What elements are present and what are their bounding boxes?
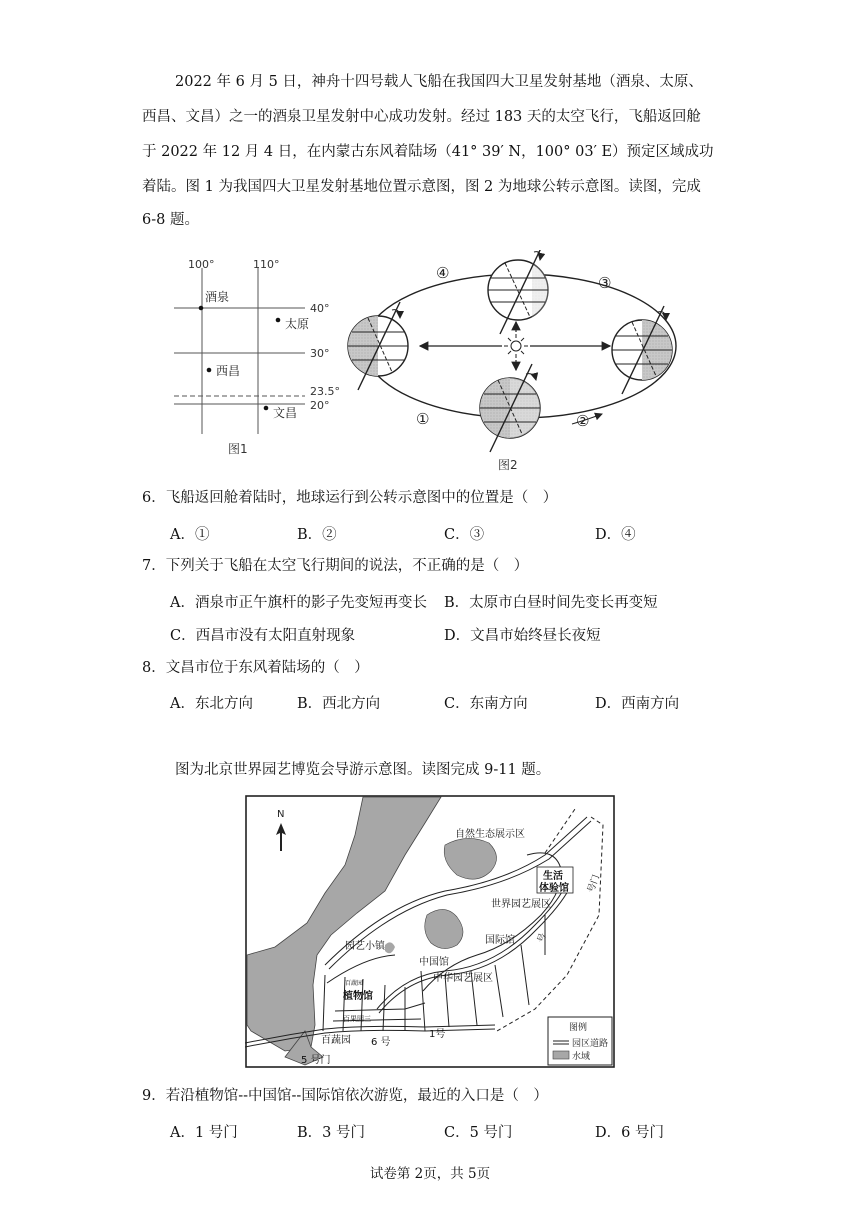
intro-line-4: 着陆。图 1 为我国四大卫星发射基地位置示意图，图 2 为地球公转示意图。读图，完成 xyxy=(142,179,701,195)
lon-100-label: 100° xyxy=(188,258,215,271)
q6-option-b[interactable]: B．② xyxy=(297,527,337,543)
position-4-label: ④ xyxy=(436,264,450,282)
gate-5-label: 5 号门 xyxy=(301,1055,331,1066)
figure-1-launch-bases-map xyxy=(170,252,350,462)
legend-road-label: 园区道路 xyxy=(572,1039,609,1049)
q7-option-c[interactable]: C．西昌市没有太阳直射现象 xyxy=(170,628,356,644)
question-8-stem: 8．文昌市位于东风着陆场的（ ） xyxy=(142,660,369,676)
q9-option-d[interactable]: D．6 号门 xyxy=(595,1125,664,1141)
sun-icon xyxy=(504,334,528,358)
intro-line-1: 2022 年 6 月 5 日，神舟十四号载人飞船在我国四大卫星发射基地（酒泉、太原、 xyxy=(175,74,703,90)
q6-option-d[interactable]: D．④ xyxy=(595,527,636,543)
gate-2-label: 号 xyxy=(536,932,549,945)
garden-3-label: 百果园三 xyxy=(343,1015,371,1023)
legend-title: 图例 xyxy=(569,1023,588,1033)
taiyuan-dot xyxy=(276,318,281,323)
page-footer: 试卷第 2页，共 5页 xyxy=(369,1166,491,1182)
intro-line-3: 于 2022 年 12 月 4 日，在内蒙古东风着陆场（41° 39′ N，100° 03′ E）预定区域成功 xyxy=(142,144,714,160)
life-label-2: 体验馆 xyxy=(539,883,569,894)
town-label: 园艺小镇 xyxy=(345,941,385,952)
q9-option-b[interactable]: B．3 号门 xyxy=(297,1125,365,1141)
china-zone-label: 中华园艺展区 xyxy=(433,973,493,984)
wenchang-dot xyxy=(264,406,269,411)
earth-top xyxy=(488,250,549,334)
figure-1-caption: 图1 xyxy=(228,442,248,456)
q6-option-c[interactable]: C．③ xyxy=(444,527,485,543)
jiuquan-label: 酒泉 xyxy=(205,290,230,304)
intro-line-5: 6-8 题。 xyxy=(142,212,199,228)
xichang-label: 西昌 xyxy=(216,364,241,378)
q8-option-d[interactable]: D．西南方向 xyxy=(595,696,680,712)
earth-right xyxy=(612,306,672,394)
svg-text:N: N xyxy=(277,809,285,820)
life-label-1: 生活 xyxy=(543,871,563,882)
plant-hall-small-label: 百蔬园 xyxy=(345,980,364,987)
world-zone-label: 世界园艺展区 xyxy=(491,899,551,910)
q8-option-b[interactable]: B．西北方向 xyxy=(297,696,381,712)
wenchang-label: 文昌 xyxy=(273,406,298,420)
q7-option-b[interactable]: B．太原市白昼时间先变长再变短 xyxy=(444,595,658,611)
question-6-stem: 6．飞船返回舱着陆时，地球运行到公转示意图中的位置是（ ） xyxy=(142,490,558,506)
expo-guide-map xyxy=(245,795,616,1070)
lat-40-label: 40° xyxy=(310,302,330,315)
gate-1-label: 1号 xyxy=(429,1029,446,1040)
plant-hall-label: 植物馆 xyxy=(343,991,373,1002)
lon-110-label: 110° xyxy=(253,258,280,271)
intro-line-2: 西昌、文昌）之一的酒泉卫星发射中心成功发射。经过 183 天的太空飞行，飞船返回舱 xyxy=(142,109,701,125)
position-3-label: ③ xyxy=(598,274,612,292)
china-hall-label: 中国馆 xyxy=(419,957,449,968)
earth-bottom xyxy=(480,364,540,452)
lat-23-label: 23.5° xyxy=(310,385,340,398)
nature-zone-label: 自然生态展示区 xyxy=(455,829,525,840)
taiyuan-label: 太原 xyxy=(285,317,310,331)
q9-option-c[interactable]: C．5 号门 xyxy=(444,1125,513,1141)
figure-2-caption: 图2 xyxy=(498,458,518,472)
position-1-label: ① xyxy=(416,410,430,428)
intl-hall-label: 国际馆 xyxy=(485,935,515,946)
q8-option-c[interactable]: C．东南方向 xyxy=(444,696,528,712)
q8-option-a[interactable]: A．东北方向 xyxy=(170,696,253,712)
gate-6-label: 6 号 xyxy=(371,1037,391,1048)
figure-2-revolution-diagram xyxy=(340,250,700,480)
question-7-stem: 7．下列关于飞船在太空飞行期间的说法，不正确的是（ ） xyxy=(142,558,529,574)
lat-30-label: 30° xyxy=(310,347,330,360)
lat-20-label: 20° xyxy=(310,399,330,412)
legend-water-label: 水域 xyxy=(572,1052,591,1062)
jiuquan-dot xyxy=(199,306,204,311)
q7-option-a[interactable]: A．酒泉市正午旗杆的影子先变短再变长 xyxy=(170,595,427,611)
q6-option-a[interactable]: A．① xyxy=(170,527,210,543)
xichang-dot xyxy=(207,368,212,373)
q9-option-a[interactable]: A．1 号门 xyxy=(170,1125,238,1141)
intro-2: 图为北京世界园艺博览会导游示意图。读图完成 9-11 题。 xyxy=(175,762,551,778)
gate-3-label: 号门 xyxy=(586,873,602,895)
position-2-label: ② xyxy=(576,412,590,430)
question-9-stem: 9．若沿植物馆--中国馆--国际馆依次游览，最近的入口是（ ） xyxy=(142,1088,548,1104)
q7-option-d[interactable]: D．文昌市始终昼长夜短 xyxy=(444,628,601,644)
veg-garden-label: 百蔬园 xyxy=(321,1035,351,1046)
